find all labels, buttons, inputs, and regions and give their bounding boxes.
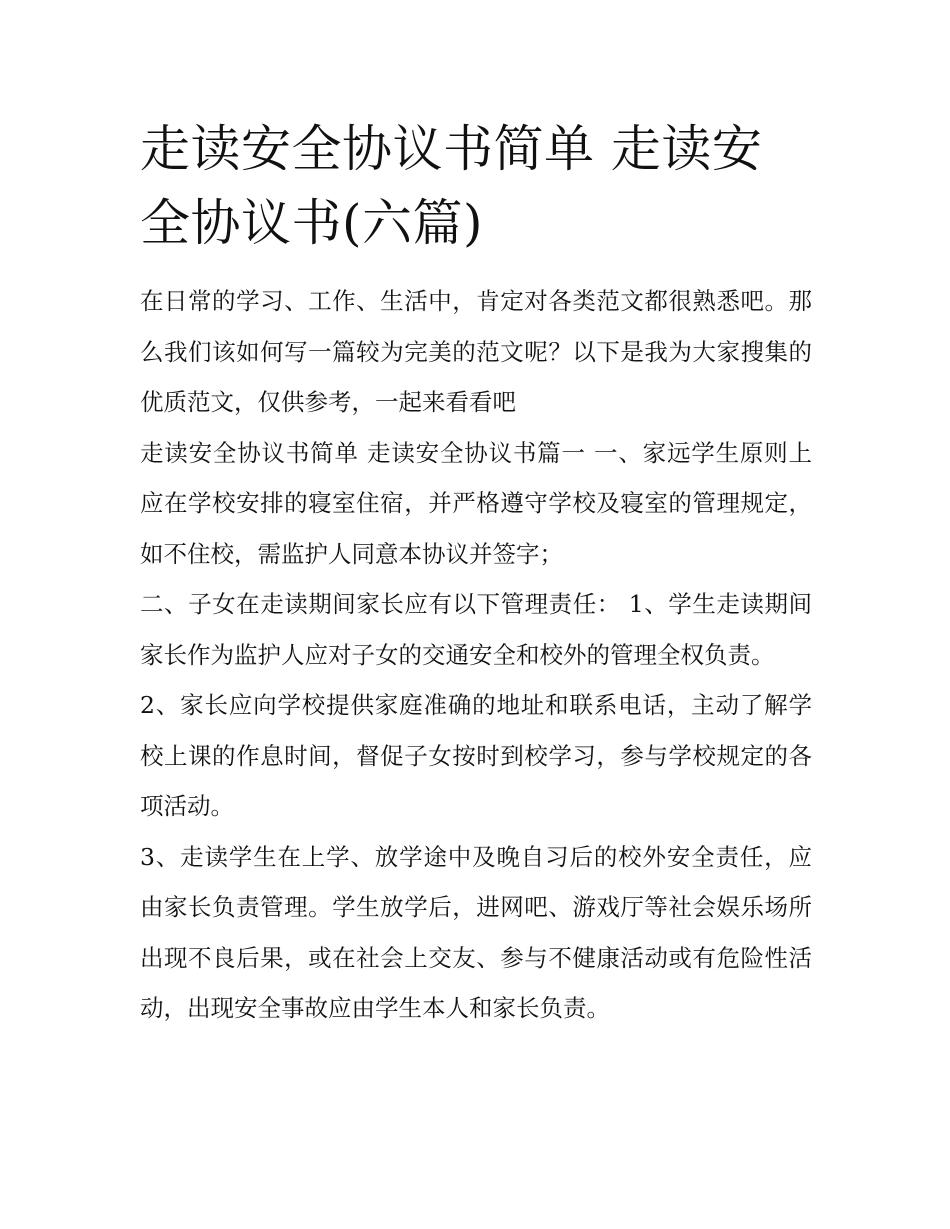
document-content xyxy=(140,112,812,1034)
paragraph-item-3: 3、走读学生在上学、放学途中及晚自习后的校外安全责任，应由家长负责管理。学生放学后，进网吧、游戏厅等社会娱乐场所出现不良后果，或在社会上交友、参与不健康活动或有危险性活动，出现安全事故应由学生本人和家长负责。 xyxy=(140,842,812,1022)
paragraph-section-1: 走读安全协议书简单 走读安全协议书篇一 一、家远学生原则上应在学校安排的寝室住宿，并严格遵守学校及寝室的管理规定，如不住校，需监护人同意本协议并签字； xyxy=(140,438,812,568)
paragraph-item-2: 2、家长应向学校提供家庭准确的地址和联系电话，主动了解学校上课的作息时间，督促子女按时到校学习，参与学校规定的各项活动。 xyxy=(140,691,812,820)
paragraph-section-2: 二、子女在走读期间家长应有以下管理责任： 1、学生走读期间家长作为监护人应对子女的交通安全和校外的管理全权负责。 xyxy=(140,590,812,669)
document-title: 走读安全协议书简单 走读安全协议书(六篇) xyxy=(140,120,763,252)
paragraph-intro: 在日常的学习、工作、生活中，肯定对各类范文都很熟悉吧。那么我们该如何写一篇较为完美的范文呢？以下是我为大家搜集的优质范文，仅供参考，一起来看看吧 xyxy=(140,287,812,416)
